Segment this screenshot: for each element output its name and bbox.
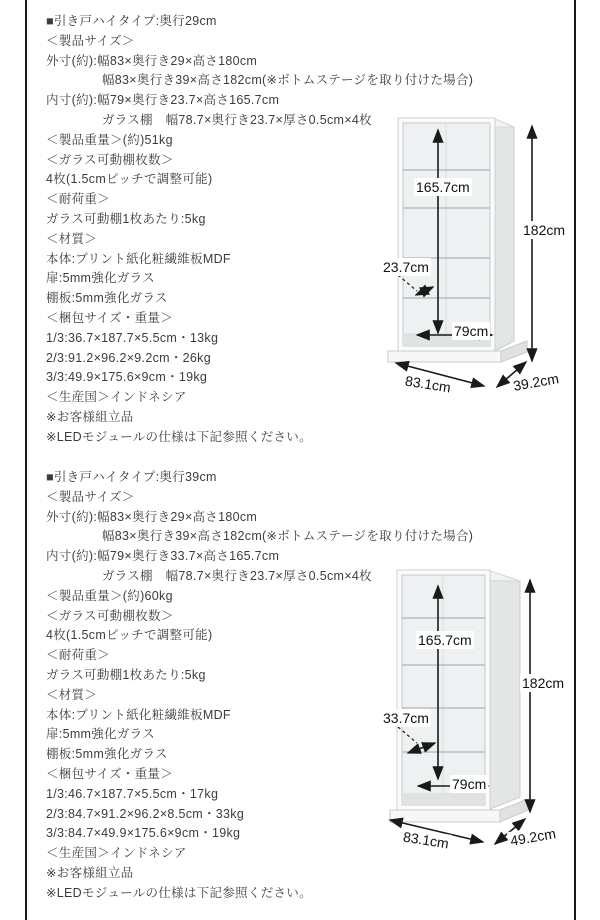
spec-line: ＜梱包サイズ・重量＞ (46, 766, 174, 781)
outer-height-label: 182cm (523, 222, 566, 238)
spec-line: ＜材質＞ (46, 687, 98, 702)
outer-height-label: 182cm (522, 675, 565, 691)
cabinet-side-panel (490, 571, 520, 809)
spec-line: 3/3:49.9×175.6×9cm・19kg (46, 370, 208, 385)
spec-line: 外寸(約):幅83×奥行き29×高さ180cm (46, 53, 258, 68)
spec-line: ＜製品サイズ＞ (46, 33, 135, 48)
cabinet-diagram-depth39 (380, 568, 575, 868)
spec-line: ※LEDモジュールの仕様は下記参照ください。 (46, 429, 312, 444)
spec-line: ※お客様組立品 (46, 409, 134, 424)
spec-line: 棚板:5mm強化ガラス (46, 747, 168, 762)
spec-line: ※お客様組立品 (46, 865, 134, 880)
spec-line: 幅83×奥行き39×高さ182cm(※ボトムステージを取り付けた場合) (102, 529, 474, 544)
spec-line: 外寸(約):幅83×奥行き29×高さ180cm (46, 509, 258, 524)
spec-line: 扉:5mm強化ガラス (46, 727, 155, 742)
spec-line: 本体:プリント紙化粧繊維板MDF (46, 707, 231, 722)
spec-line: 2/3:84.7×91.2×96.2×8.5cm・33kg (46, 806, 245, 821)
outer-width-label: 83.1cm (400, 827, 452, 853)
outer-width-label: 83.1cm (402, 371, 454, 397)
spec-line: ガラス棚 幅78.7×奥行き23.7×厚さ0.5cm×4枚 (102, 568, 372, 583)
spec-line: ＜材質＞ (46, 231, 98, 246)
spec-line: ＜耐荷重＞ (46, 192, 111, 207)
spec-line: ガラス可動棚1枚あたり:5kg (46, 211, 206, 226)
spec-line: 1/3:46.7×187.7×5.5cm・17kg (46, 786, 219, 801)
left-border-rule (25, 0, 27, 920)
spec-line: ※LEDモジュールの仕様は下記参照ください。 (46, 885, 312, 900)
inner-height-label: 165.7cm (418, 632, 472, 648)
inner-depth-label: 23.7cm (383, 259, 429, 275)
spec-line: ＜製品重量＞(約)51kg (46, 132, 173, 147)
inner-height-label: 165.7cm (416, 179, 470, 195)
spec-line: ＜耐荷重＞ (46, 648, 111, 663)
spec-line: 幅83×奥行き39×高さ182cm(※ボトムステージを取り付けた場合) (102, 73, 474, 88)
spec-line: ＜製品重量＞(約)60kg (46, 588, 173, 603)
cabinet-diagram-depth29 (380, 110, 575, 410)
spec-line: 3/3:84.7×49.9×175.6×9cm・19kg (46, 826, 241, 841)
inner-width-label: 79cm (454, 323, 489, 339)
spec-line: ■引き戸ハイタイプ:奥行39cm (46, 470, 217, 484)
spec-line: ■引き戸ハイタイプ:奥行29cm (46, 14, 217, 28)
bottom-stage-front (390, 810, 500, 822)
spec-line: ＜ガラス可動棚枚数＞ (46, 152, 174, 167)
spec-line: ＜製品サイズ＞ (46, 489, 135, 504)
spec-line: 扉:5mm強化ガラス (46, 271, 155, 286)
spec-line: ＜梱包サイズ・重量＞ (46, 310, 174, 325)
spec-line: ガラス棚 幅78.7×奥行き23.7×厚さ0.5cm×4枚 (102, 112, 372, 127)
outer-depth-label: 39.2cm (510, 369, 562, 395)
spec-line: 1/3:36.7×187.7×5.5cm・13kg (46, 330, 219, 345)
inner-depth-label: 33.7cm (383, 710, 429, 726)
spec-line: 本体:プリント紙化粧繊維板MDF (46, 251, 231, 266)
spec-line: 2/3:91.2×96.2×9.2cm・26kg (46, 350, 211, 365)
cabinet-side-panel (495, 119, 514, 351)
spec-line: ＜ガラス可動棚枚数＞ (46, 608, 174, 623)
cabinet-floor (402, 793, 485, 805)
inner-width-label: 79cm (452, 776, 487, 792)
spec-line: ＜生産国＞インドネシア (46, 846, 187, 861)
spec-line: 棚板:5mm強化ガラス (46, 291, 168, 306)
spec-line: 4枚(1.5cmピッチで調整可能) (46, 628, 213, 643)
spec-line: 内寸(約):幅79×奥行き23.7×高さ165.7cm (46, 93, 280, 108)
spec-line: ガラス可動棚1枚あたり:5kg (46, 667, 206, 682)
spec-line: ＜生産国＞インドネシア (46, 390, 187, 405)
outer-depth-label: 49.2cm (507, 824, 559, 850)
spec-line: 4枚(1.5cmピッチで調整可能) (46, 172, 213, 187)
spec-line: 内寸(約):幅79×奥行き33.7×高さ165.7cm (46, 549, 280, 564)
bottom-stage-front (388, 351, 501, 362)
